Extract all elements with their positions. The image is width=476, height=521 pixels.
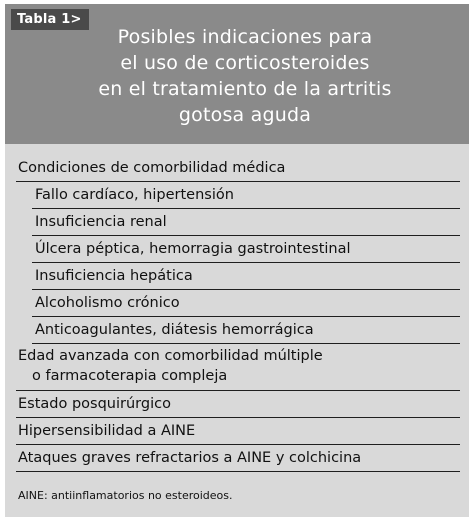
- title-line: gotosa aguda: [178, 104, 312, 126]
- list-item-text: Fallo cardíaco, hipertensión: [35, 187, 234, 203]
- list-subitem: [32, 263, 460, 290]
- table-tag: Tabla 1>: [11, 9, 89, 30]
- table-panel: [5, 4, 469, 517]
- list-item: [16, 344, 460, 391]
- title-line: Posibles indicaciones para: [117, 26, 373, 48]
- list-item-text: Hipersensibilidad a AINE: [18, 423, 196, 439]
- list-item-text-continued: o farmacoterapia compleja: [32, 368, 228, 384]
- list-item: [16, 391, 460, 418]
- list-item-text: Condiciones de comorbilidad médica: [18, 160, 286, 176]
- title-line: en el tratamiento de la artritis: [98, 78, 392, 100]
- list-item-text: Insuficiencia renal: [35, 214, 167, 230]
- title-line: el uso de corticosteroides: [120, 52, 370, 74]
- list-item: [16, 155, 460, 182]
- list-subitem: [32, 236, 460, 263]
- list-item: [16, 418, 460, 445]
- list-item-text: Alcoholismo crónico: [35, 295, 180, 311]
- list-item-text: Insuficiencia hepática: [35, 268, 193, 284]
- list-item-text: Ataques graves refractarios a AINE y colchicina: [18, 450, 362, 466]
- list-subitem: [32, 317, 460, 344]
- list-subitem: [32, 209, 460, 236]
- list-item-text: Úlcera péptica, hemorragia gastrointestinal: [35, 241, 351, 257]
- table-header: [5, 4, 469, 144]
- list-item: [16, 445, 460, 472]
- table-footnote: AINE: antiinflamatorios no esteroideos.: [18, 489, 233, 502]
- list-subitem: [32, 182, 460, 209]
- list-item-text: Anticoagulantes, diátesis hemorrágica: [35, 322, 314, 338]
- list-item-text: Estado posquirúrgico: [18, 396, 171, 412]
- list-item-text: Edad avanzada con comorbilidad múltiple: [18, 348, 323, 364]
- table-title: [65, 24, 425, 128]
- indications-list: [16, 155, 460, 472]
- list-subitem: [32, 290, 460, 317]
